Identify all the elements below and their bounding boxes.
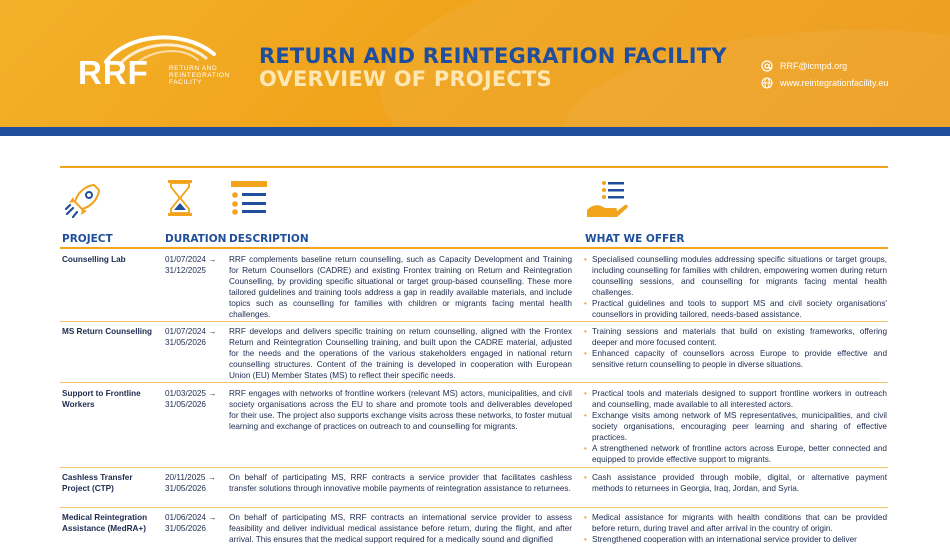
project-name: MS Return Counselling xyxy=(62,327,153,336)
project-description: RRF complements baseline return counselling, such as Capacity Development and Training for Return Counsellors (CADRE) and existing Frontex training on Return and Reintegration Counselling, by providing specific situational or target group-based counselling. These more tailored guidelines and training tools address a gap in readily available materials, and include topics such as counselling for families with children or migrants facing mental health challenges. xyxy=(229,255,572,319)
project-name: Counselling Lab xyxy=(62,255,126,264)
page-subtitle: OVERVIEW OF PROJECTS xyxy=(259,67,552,91)
offer-item: • Cash assistance provided through mobile, digital, or alternative payment methods to returnees in Georgia, Iraq, Jordan, and Syria. xyxy=(584,472,887,494)
project-offers xyxy=(584,254,887,320)
website-text[interactable]: www.reintegrationfacility.eu xyxy=(780,78,889,88)
duration-start: 01/07/2024 → xyxy=(165,327,217,336)
column-header-duration: DURATION xyxy=(165,233,227,245)
column-header-offer: WHAT WE OFFER xyxy=(585,233,685,245)
offer-item: • Practical guidelines and tools to support MS and civil society organisations' counsellors in providing tailored, needs-based assistance. xyxy=(584,298,887,320)
offer-item: • Specialised counselling modules addressing specific situations or target groups, including counselling for families with children, empowering women during return counselling sessions, and counselling for migrants facing mental health challenges. xyxy=(584,254,887,298)
logo-subtitle-line: REINTEGRATION xyxy=(169,72,230,79)
project-offers xyxy=(584,472,887,494)
offer-item: • Exchange visits among network of MS representatives, municipalities, and civil society organisations, encouraging peer learning and sharing of effective practices. xyxy=(584,410,887,443)
at-icon xyxy=(761,60,773,72)
header-divider xyxy=(60,247,888,249)
project-duration xyxy=(165,512,225,534)
duration-start: 01/07/2024 → xyxy=(165,255,217,264)
project-description: RRF develops and delivers specific training on return counselling, aligned with the Frontex Return and Reintegration Counselling training, and built upon the CADRE material, adjusted for the needs and the operations of the various stakeholders engaged in national return counselling structures. Content of the training is developed in cooperation with European Union (EU) Member States (MS) to reflect their specific needs. xyxy=(229,327,572,380)
header-blue-band xyxy=(0,127,950,136)
project-name: Cashless Transfer Project (CTP) xyxy=(62,473,133,493)
duration-end: 31/05/2026 xyxy=(165,484,206,493)
rrf-logo xyxy=(78,32,238,92)
duration-end: 31/05/2026 xyxy=(165,400,206,409)
globe-icon xyxy=(761,77,773,89)
logo-subtitle xyxy=(169,65,249,86)
duration-start: 01/03/2025 → xyxy=(165,389,217,398)
email-text[interactable]: RRF@icmpd.org xyxy=(780,61,848,71)
project-name: Medical Reintegration Assistance (MedRA+) xyxy=(62,513,148,533)
hourglass-icon xyxy=(166,179,194,217)
row-divider xyxy=(60,321,888,322)
offer-item: • Enhanced capacity of counsellors across Europe to provide effective and sensitive return counselling to people in diverse situations. xyxy=(584,348,887,370)
project-offers xyxy=(584,388,887,465)
logo-subtitle-line: FACILITY xyxy=(169,79,202,86)
project-duration xyxy=(165,326,225,348)
project-duration xyxy=(165,388,225,410)
duration-start: 01/06/2024 → xyxy=(165,513,217,522)
offer-item: • Practical tools and materials designed to support frontline workers in outreach and counselling, made available to all interested actors. xyxy=(584,388,887,410)
project-offers xyxy=(584,512,887,548)
offer-item: • Medical assistance for migrants with health conditions that can be provided before return, during travel and after arrival in the country of origin. xyxy=(584,512,887,534)
duration-start: 20/11/2025 → xyxy=(165,473,216,482)
contact-email[interactable] xyxy=(761,60,847,72)
page-title: RETURN AND REINTEGRATION FACILITY xyxy=(259,44,727,68)
duration-end: 31/05/2026 xyxy=(165,524,206,533)
project-offers xyxy=(584,326,887,370)
offer-item: • Training sessions and materials that build on existing frameworks, offering deeper and more focused content. xyxy=(584,326,887,348)
row-divider xyxy=(60,467,888,468)
divider xyxy=(60,166,888,168)
contact-website[interactable] xyxy=(761,77,888,89)
duration-end: 31/05/2026 xyxy=(165,338,206,347)
logo-subtitle-line: RETURN AND xyxy=(169,65,218,72)
project-duration xyxy=(165,472,225,494)
project-description: On behalf of participating MS, RRF contracts a service provider that facilitates cashless transfer solutions through innovative mobile payments of reintegration assistance to returnees. xyxy=(229,473,572,493)
row-divider xyxy=(60,507,888,508)
project-description: RRF engages with networks of frontline workers (relevant MS) actors, municipalities, and civil society organisations across the EU to share and promote tools and deliverables developed for their use. The project also supports exchange visits across these networks, to foster mutual learning and exchange of practices on outreach to and counselling for migrants. xyxy=(229,389,572,431)
offer-item: • Strengthened cooperation with an international service provider to deliver xyxy=(584,534,887,545)
column-header-description: DESCRIPTION xyxy=(229,233,309,245)
hand-list-icon xyxy=(585,180,629,220)
row-divider xyxy=(60,382,888,383)
logo-text: RRF xyxy=(78,54,149,91)
list-icon xyxy=(230,180,268,216)
project-description: On behalf of participating MS, RRF contracts an international service provider to assess feasibility and deliver individual medical assistance before return, during the flight, and after arrival. This ensures that the medical support required for a medically sound and dignified xyxy=(229,513,572,544)
column-header-project: PROJECT xyxy=(62,233,113,245)
header-banner xyxy=(0,0,950,127)
offer-item: • A strengthened network of frontline actors across Europe, better connected and equipped to provide effective support to migrants. xyxy=(584,443,887,465)
project-name: Support to Frontline Workers xyxy=(62,389,141,409)
rocket-icon xyxy=(64,180,104,220)
project-duration xyxy=(165,254,225,276)
duration-end: 31/12/2025 xyxy=(165,266,206,275)
